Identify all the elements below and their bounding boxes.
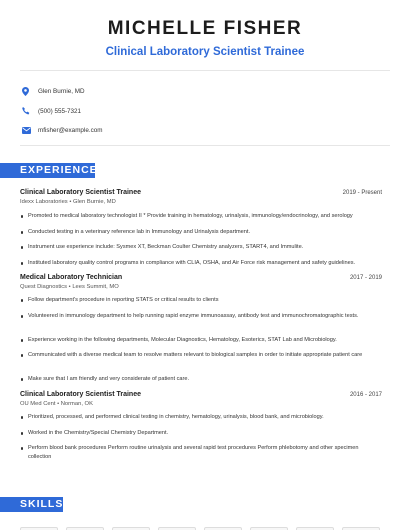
job-company: Quest Diagnostics <box>20 283 68 290</box>
job-bullet: Experience working in the following departments, Molecular Diagnostics, Hematology, Esoterics, STAT Lab and Microbiology. <box>20 336 370 345</box>
job-bullet: Prioritized, processed, and performed clinical testing in chemistry, hematology, urinalysis, blood bank, and microbiology. <box>20 413 370 422</box>
job-company-line: Idexx Laboratories • Glen Burnie, MD <box>20 198 116 205</box>
job-dates: 2016 - 2017 <box>349 392 382 398</box>
divider <box>20 145 390 146</box>
candidate-name: MICHELLE FISHER <box>107 18 303 39</box>
job-company-line: OU Med Cent • Norman, OK <box>20 400 93 407</box>
contact-block <box>20 82 390 141</box>
email-text[interactable]: mfisher@example.com <box>38 127 103 135</box>
job-bullet: Communicated with a diverse medical team to resolve matters relevant to biological samples in order to initiate appropriate patient care <box>20 351 370 360</box>
map-pin-icon <box>22 86 36 98</box>
contact-location <box>20 82 390 102</box>
job-bullet: Perform blood bank procedures Perform routine urinalysis and several rapid test procedures Perform phlebotomy and other specimen collection <box>20 444 370 462</box>
job-title: Clinical Laboratory Scientist Trainee <box>20 391 141 398</box>
contact-email[interactable] <box>20 121 390 141</box>
job-bullet: Conducted testing in a veterinary reference lab in Immunology and Urinalysis department. <box>20 228 370 237</box>
envelope-icon <box>22 125 36 137</box>
job-location: Norman, OK <box>60 400 93 407</box>
job-location: Glen Burnie, MD <box>72 198 116 205</box>
phone-icon <box>22 105 36 117</box>
job-entry <box>20 391 382 407</box>
job-company-line: Quest Diagnostics • Lees Summit, MO <box>20 283 119 290</box>
job-bullet: Instituted laboratory quality control programs in compliance with CLIA, OSHA, and Air Force risk management and safety guidelines. <box>20 259 370 268</box>
job-location: Lees Summit, MO <box>72 283 119 290</box>
section-experience-heading: EXPERIENCE <box>0 163 95 178</box>
job-bullet: Worked in the Chemistry/Special Chemistry Department. <box>20 429 370 438</box>
job-company: OU Med Cent <box>20 400 56 407</box>
job-dates: 2019 - Present <box>342 190 382 196</box>
location-text: Glen Burnie, MD <box>38 88 85 96</box>
resume-header <box>0 18 410 58</box>
phone-text: (500) 555-7321 <box>38 107 82 115</box>
job-title: Medical Laboratory Technician <box>20 274 123 281</box>
job-dates: 2017 - 2019 <box>349 275 382 281</box>
job-bullet: Follow department's procedure in reporting STATS or critical results to clients <box>20 296 370 305</box>
section-skills-heading: SKILLS <box>0 497 63 512</box>
job-bullet: Promoted to medical laboratory technologist II * Provide training in hematology, urinalysis, immunology/endocrinology, and serology <box>20 212 370 221</box>
job-entry <box>20 274 382 290</box>
job-bullet: Instrument use experience include: Sysmex XT, Beckman Coulter Chemistry analyzers, START4, and Immulite. <box>20 243 370 252</box>
job-title: Clinical Laboratory Scientist Trainee <box>20 189 141 196</box>
job-entry <box>20 189 382 205</box>
candidate-title: Clinical Laboratory Scientist Trainee <box>105 46 305 58</box>
job-company: Idexx Laboratories <box>20 198 68 205</box>
divider <box>20 70 390 71</box>
job-bullet: Volunteered in immunology department to help running rapid enzyme immunoassay, antibody test and immunochromatographic tests. <box>20 312 370 321</box>
contact-phone <box>20 102 390 122</box>
job-bullet: Make sure that I am friendly and very considerate of patient care. <box>20 375 370 384</box>
